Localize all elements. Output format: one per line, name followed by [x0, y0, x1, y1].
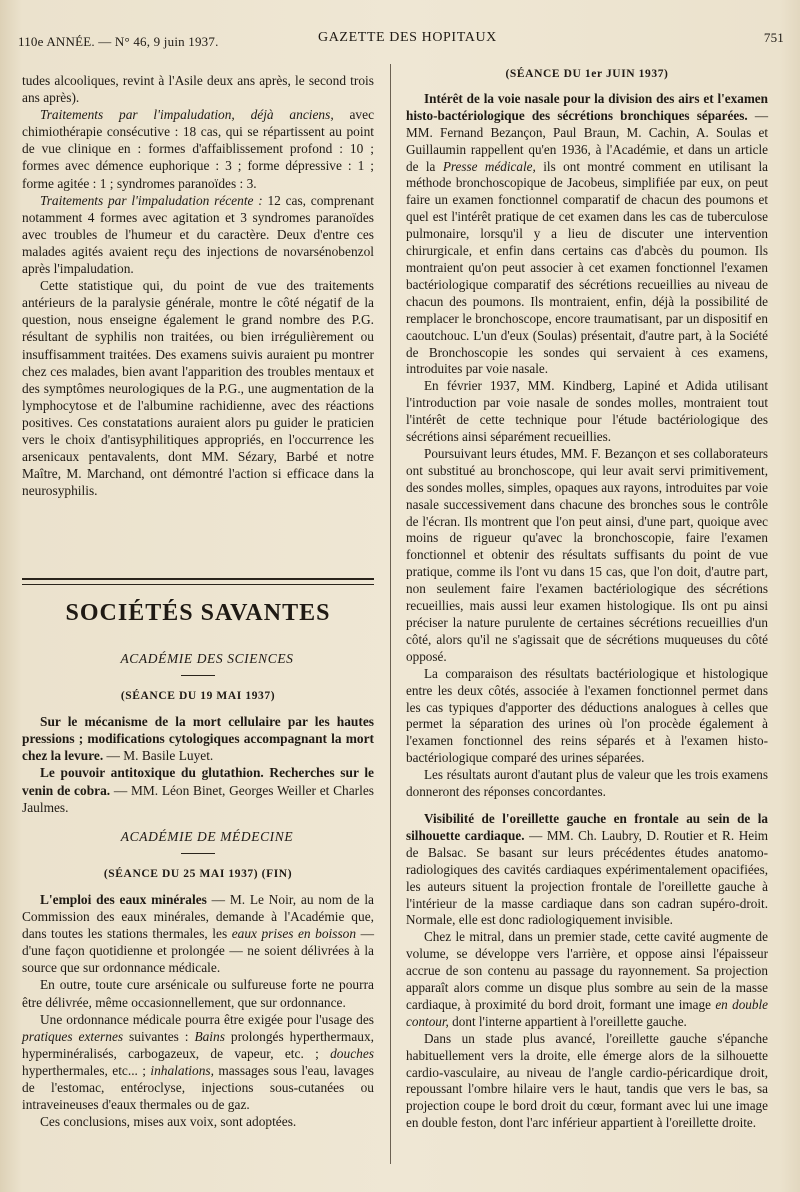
- paragraph: En outre, toute cure arsénicale ou sulfureuse forte ne pourra être délivrée, même occasionnellement, que sur ordonnance.: [22, 977, 374, 1010]
- seance-date: (SÉANCE DU 1er JUIN 1937): [505, 68, 669, 80]
- seance-date: (SÉANCE DU 19 MAI 1937): [120, 690, 276, 703]
- paragraph: En février 1937, MM. Kindberg, Lapiné et Adida utilisant l'introduction par voie nasale de sondes molles, montraient tout l'intérêt de cette technique pour l'étude bactériologique des sécrétions ainsi séparément recueillies.: [406, 378, 768, 445]
- column-divider: [390, 64, 391, 1164]
- paragraph: La comparaison des résultats bactériologique et histologique entre les deux côtés, associée à l'examen fonctionnel permet dans les cas typiques d'apporter des déductions analogues à celles que permet la séparation des urines où l'on procède également à l'examen fonctionnel des reins séparés et à l'examen histo-bactériologique comparé des urines séparées.: [406, 665, 768, 766]
- paragraph: Ces conclusions, mises aux voix, sont adoptées.: [40, 1114, 297, 1130]
- communication-title: Sur le mécanisme de la mort cellulaire par les hautes pressions ; modifications cytologiques accompagnant la mort chez la levure.: [22, 714, 374, 764]
- communication-title: Visibilité de l'oreillette gauche en frontale au sein de la silhouette cardiaque.: [406, 810, 768, 843]
- text: 12 cas, comprenant notamment 4 formes avec agitation et 3 syndromes paranoïdes avec troubles de l'humeur et du caractère. Deux d'entre ces malades agités avaient reçu des injections de novarsénobenzol après l'impaludation.: [22, 192, 374, 277]
- journal-title: GAZETTE DES HOPITAUX: [318, 30, 497, 45]
- emphasis: Traitements par l'impaludation récente :: [40, 192, 263, 208]
- paragraph: Chez le mitral, dans un premier stade, cette cavité augmente de volume, se développe vers l'arrière, et oppose ainsi l'épaisseur accrue de son contenu au passage du rayonnement. Sa projection apparaît alors comme un disque plus sombre au sein de la masse cardiaque, à proximité du bord droit, formant une image en double contour, dont l'interne appartient à l'oreillette gauche.: [406, 929, 769, 1029]
- short-rule: [181, 853, 215, 854]
- emphasis: Traitements par l'impaludation, déjà anciens,: [40, 107, 334, 123]
- right-column: [406, 66, 768, 1132]
- paragraph: Dans un stade plus avancé, l'oreillette gauche s'épanche habituellement vers la droite, elle émerge alors de la silhouette cardio-vasculaire, au niveau de l'angle cardio-péricardique droit, repoussant l'ombre hilaire vers le haut, tandis que vers le bas, sa projection coupe le bord droit du cœur, formant avec lui une image en double feston, dont l'arc inférieur appartient à l'oreillette droite.: [406, 1030, 768, 1131]
- communication-title: Intérêt de la voie nasale pour la division des airs et l'examen histo-bactériologique des sécrétions bronchiques séparées.: [406, 90, 768, 123]
- communication: [22, 764, 374, 815]
- authors: — M. Basile Luyet.: [103, 748, 214, 764]
- section-rule: [22, 578, 374, 585]
- seance-date: (SÉANCE DU 25 MAI 1937) (FIN): [103, 867, 293, 880]
- communication: [22, 713, 374, 764]
- short-rule: [181, 675, 215, 676]
- text: avec chimiothérapie consécutive : 18 cas, qui se répartissent au point de vue clinique en : formes d'affaiblissement profond : 10 ; formes avec démence euphorique : 3 ; forme dépressive : 1 ; forme agitée : 1 ; syndromes paranoïdes : 3.: [22, 107, 375, 191]
- authors: — MM. Léon Binet, Georges Weiller et Charles Jaulmes.: [22, 782, 374, 815]
- communication: L'emploi des eaux minérales — M. Le Noir, au nom de la Commission des eaux minérales, demande à l'Académie que, dans toutes les stations thermales, les eaux prises en boisson — d'une façon quotidienne et prolongée — ne soient délivrées à la source que sur ordonnance médicale.: [22, 891, 375, 976]
- paragraph: [22, 192, 374, 277]
- paragraph: Poursuivant leurs études, MM. F. Bezançon et ses collaborateurs ont substitué au bronchoscope, qui leur avait servi primitivement, des sondes molles, simples, opaques aux rayons, introduites par voie nasale successivement dans chacune des bronches sous le contrôle de l'écran. Ils montrent que l'on peut ainsi, d'une part, quoique avec moins de rigueur qu'avec la bronchoscopie, faire l'examen fonctionnel et obtenir des résultats suffisants du point de vue pratique, comme ils l'ont vu dans 15 cas, que l'on doit, d'autre part, non seulement faire l'examen bactériologique des sécrétions recueillies, mais aussi leur examen histologique. Ils ont pu ainsi préciser la nature purulente de certaines sécrétions recueillies d'un côté, alors qu'il ne s'agissait que de sécrétions muqueuses du côté opposé.: [406, 445, 768, 664]
- societes-content: [22, 650, 374, 1130]
- paragraph: [22, 106, 374, 191]
- academy-heading: ACADÉMIE DES SCIENCES: [120, 651, 294, 666]
- paragraph: Les résultats auront d'autant plus de valeur que les trois examens donneront des réponses concordantes.: [406, 767, 768, 800]
- paragraph: Une ordonnance médicale pourra être exigée pour l'usage des pratiques externes suivantes : Bains prolongés hyperthermaux, hyperminéralisés, carbogazeux, de vapeur, etc. ; douches hyperthermales, etc... ; inhalations, massages sous l'eau, lavages de l'estomac, entéroclyse, injections sous-cutanées ou intraveineuses d'eaux thermales ou de gaz.: [22, 1011, 374, 1113]
- section-title: SOCIÉTÉS SAVANTES: [65, 600, 331, 626]
- page-header: [18, 30, 784, 54]
- paragraph: tudes alcooliques, revint à l'Asile deux ans après, le second trois ans après).: [22, 73, 374, 106]
- issue-line: 110e ANNÉE. — N° 46, 9 juin 1937.: [18, 34, 219, 49]
- page-number: 751: [763, 30, 784, 45]
- communication-title: Le pouvoir antitoxique du glutathion. Recherches sur le venin de cobra.: [22, 765, 374, 798]
- paragraph: Cette statistique qui, du point de vue des traitements antérieurs de la paralysie générale, montre le côté négatif de la question, nous enseigne également le grand nombre des P.G. résultant de syphilis non traitées, ou bien irrégulièrement ou insuffisamment traitées. Des examens suivis auraient pu montrer chez ces malades, bien avant l'apparition des troubles mentaux et des symptômes neurologiques de la P.G., une augmentation de la lymphocytose et de l'albumine rachidienne, avec des réactions positives. Ces constatations auraient alors pu guider le praticien vers le choix d'antisyphilitiques appropriés, en l'occurrence les arsenicaux pentavalents, dont MM. Sézary, Barbé et notre Maître, M. Marchand, ont démontré l'action si efficace dans la neurosyphilis.: [22, 278, 374, 499]
- left-column: [22, 72, 374, 499]
- communication-title: L'emploi des eaux minérales: [40, 891, 207, 907]
- academy-heading: ACADÉMIE DE MÉDECINE: [120, 828, 294, 844]
- communication: Intérêt de la voie nasale pour la division des airs et l'examen histo-bactériologique des sécrétions bronchiques séparées. — MM. Fernand Bezançon, Paul Braun, M. Cachin, A. Soulas et Guillaumin rappellent qu'en 1936, à l'Académie, et dans un article de la Presse médicale, ils ont montré comment en utilisant la méthode bronchoscopique de Jacobeus, simplifiée par eux, on peut faire un examen fonctionnel comparatif de chacun des poumons et quel est l'intérêt pratique de cet examen dans les cas de tuberculose pulmonaire, lorsqu'il y a lieu de discuter une intervention chirurgicale, et enfin dans certains cas d'abcès du poumon. Ils montraient qu'on peut associer à cet examen fonctionnel l'examen bactériologique comparatif des sécrétions recueillies au niveau de chacun des poumons. Ils montraient, enfin, déjà la possibilité de remplacer le bronchoscope, encore traumatisant, par un dispositif en caoutchouc. L'un d'eux (Soulas) présentait, d'autre part, à la Société de Bronchoscopie les sondes qui servaient à ces examens, introduites par voie nasale.: [406, 90, 768, 377]
- communication: Visibilité de l'oreillette gauche en frontale au sein de la silhouette cardiaque. — MM. Ch. Laubry, D. Routier et R. Heim de Balsac. Se basant sur leurs précédentes études anatomo-radiologiques des cavités cardiaques expérimentalement opacifiées, les auteurs situent la projection frontale de l'oreillette gauche à l'intérieur de la masse cardiaque dans son cadran supéro-droit. Normale, elle est donc radiologiquement invisible.: [406, 810, 768, 928]
